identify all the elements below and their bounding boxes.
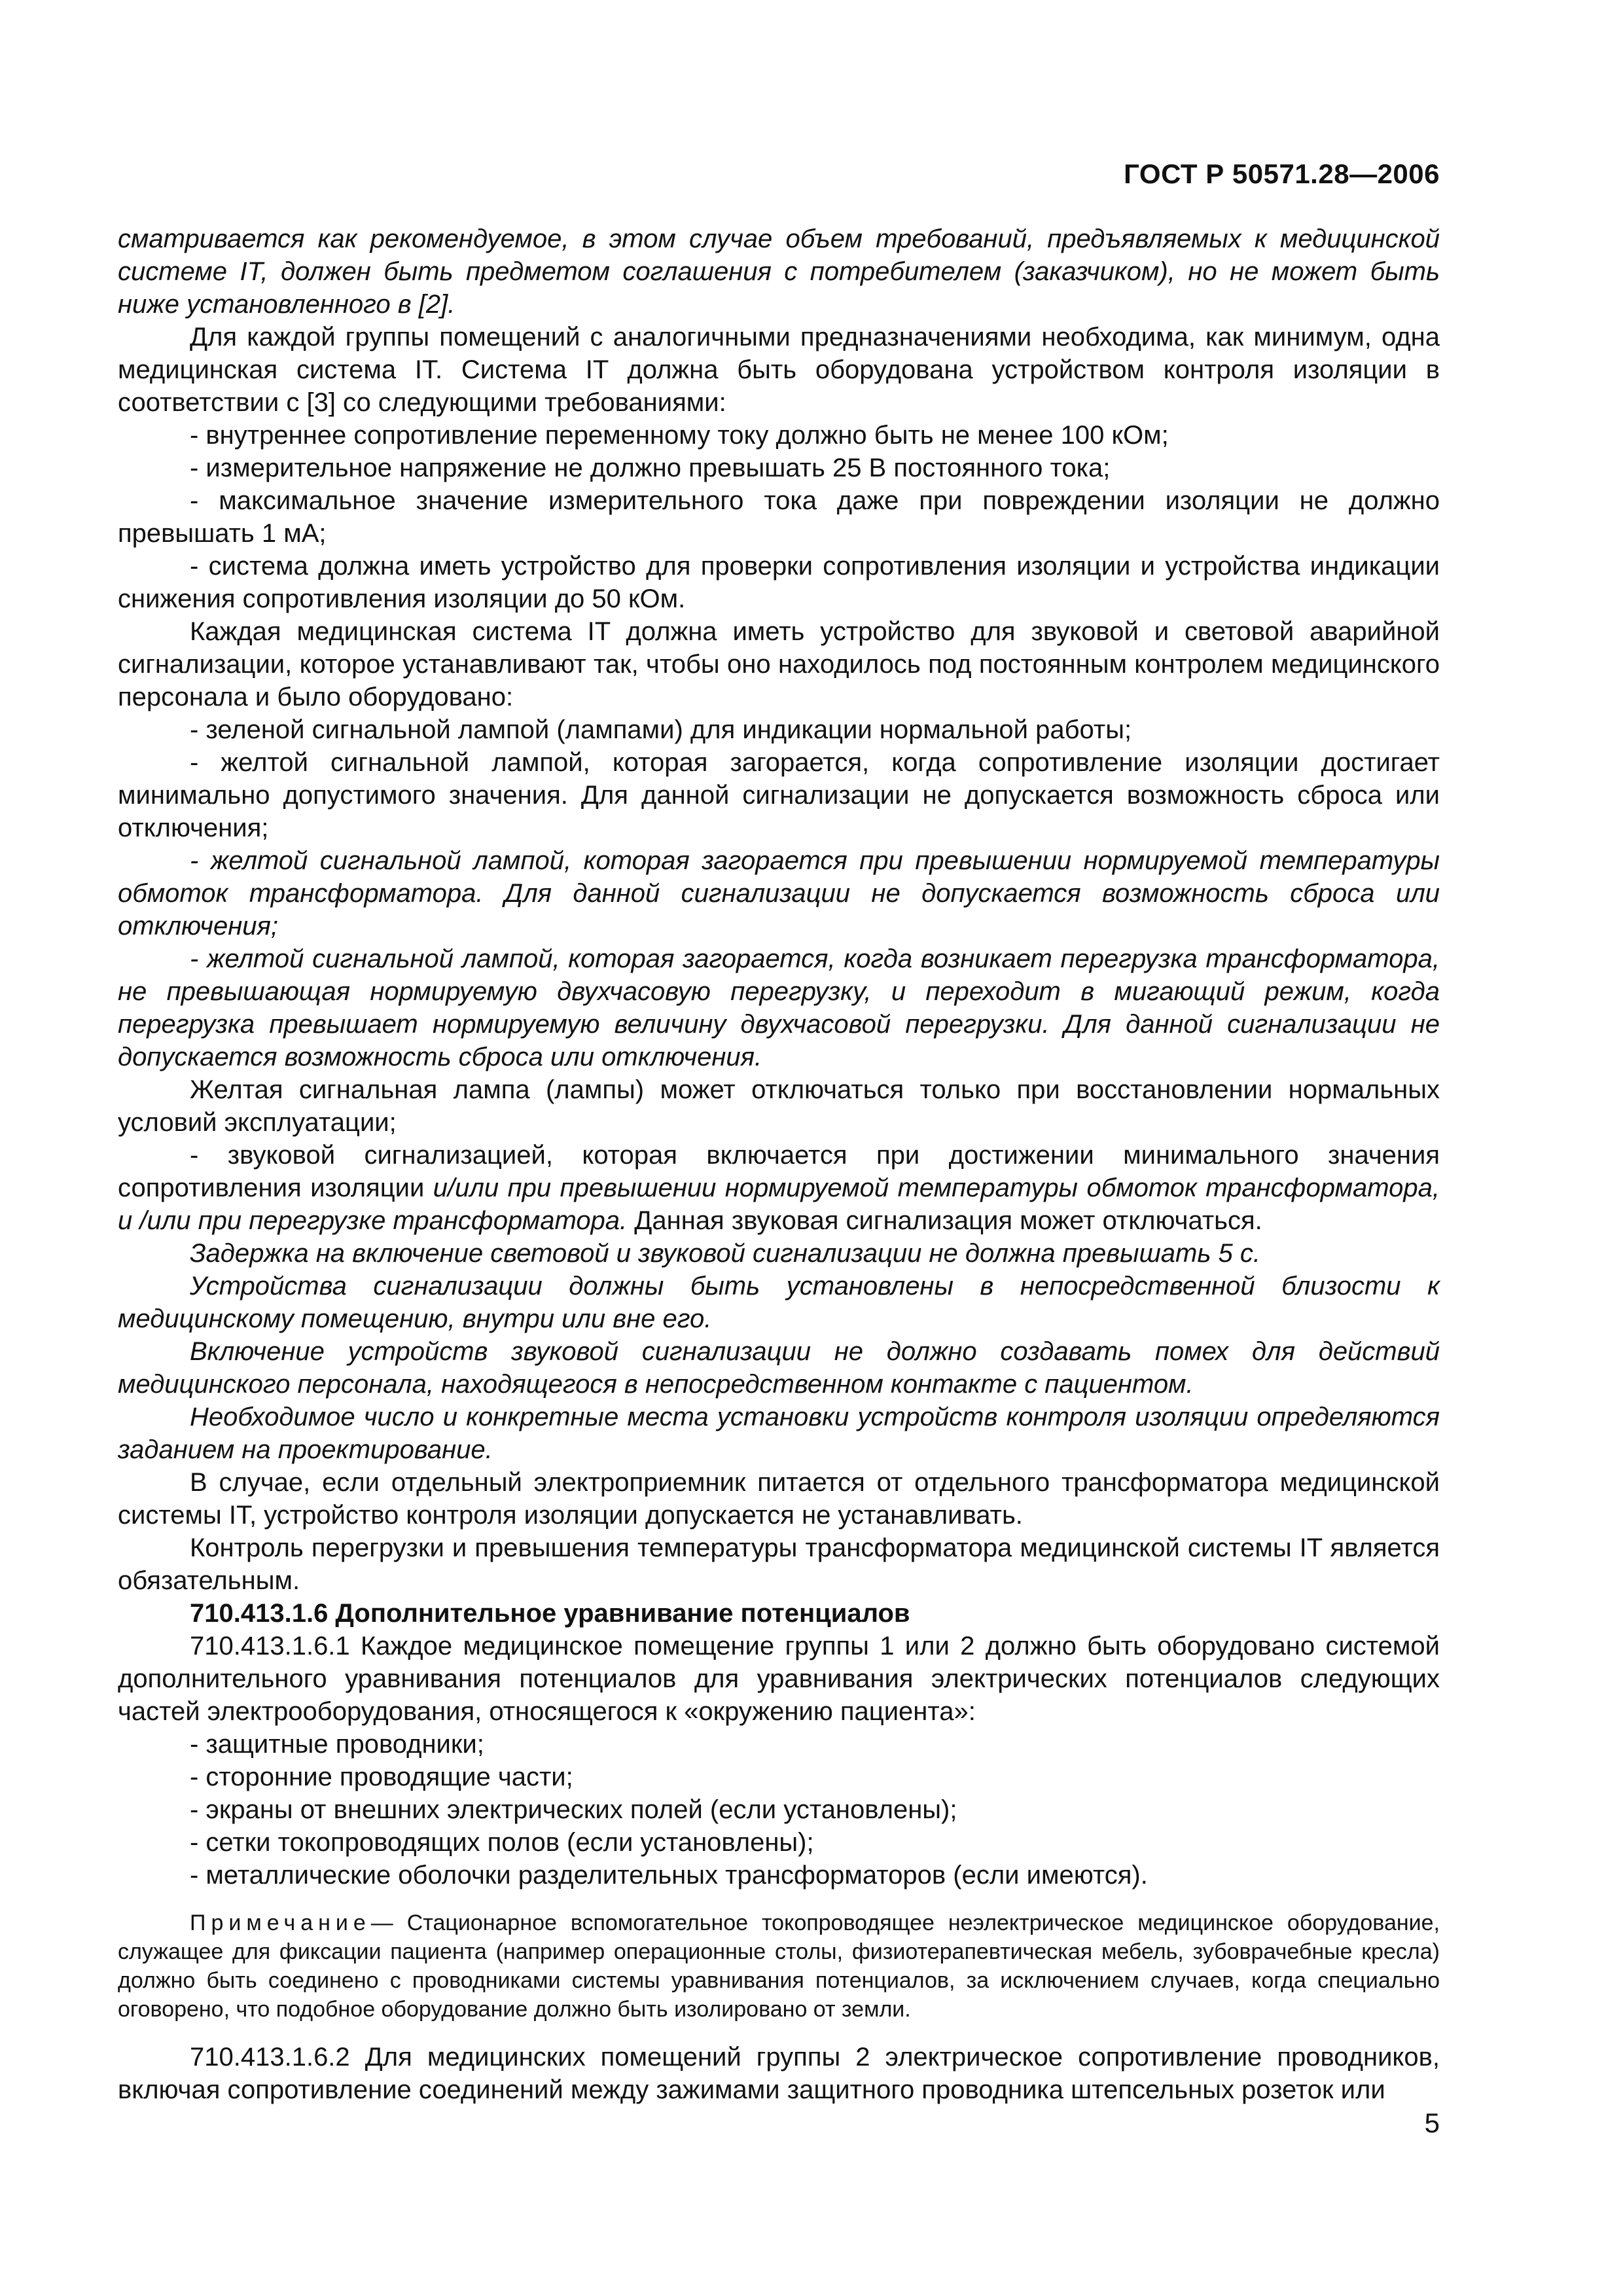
list-item: - внутреннее сопротивление переменному току должно быть не менее 100 кОм; (190, 421, 1169, 450)
paragraph: сматривается как рекомендуемое, в этом случае объем требований, предъявляемых к медицинской системе IT, должен быть предметом соглашения с потребителем (заказчиком), но не может быть ниже установленного в [2]. (118, 224, 1440, 319)
text-run: Данная звуковая сигнализация может отключаться. (634, 1206, 1262, 1235)
list-item: - измерительное напряжение не должно превышать 25 В постоянного тока; (190, 454, 1111, 482)
list-item: - металлические оболочки разделительных трансформаторов (если имеются). (190, 1861, 1148, 1890)
paragraph: Включение устройств звуковой сигнализации не должно создавать помех для действий медицинского персонала, находящегося в непосредственном контакте с пациентом. (118, 1337, 1440, 1399)
paragraph: В случае, если отдельный электроприемник питается от отдельного трансформатора медицинской системы IT, устройство контроля изоляции допускается не устанавливать. (118, 1468, 1440, 1530)
page-number: 5 (1424, 2108, 1440, 2138)
document-code: ГОСТ Р 50571.28—2006 (1124, 158, 1440, 189)
list-item: - сетки токопроводящих полов (если установлены); (190, 1828, 814, 1857)
paragraph: Для каждой группы помещений с аналогичными предназначениями необходима, как минимум, одна медицинская система IT. Система IT должна быть оборудована устройством контроля изоляции в соответствии с [3] со следующими требованиями: (118, 323, 1440, 417)
paragraph: 710.413.1.6.1 Каждое медицинское помещение группы 1 или 2 должно быть оборудовано системой дополнительного уравнивания потенциалов для уравнивания электрических потенциалов следующих частей электрооборудования, относящегося к «окружению пациента»: (118, 1632, 1440, 1726)
paragraph: Необходимое число и конкретные места установки устройств контроля изоляции определяются заданием на проектирование. (118, 1403, 1440, 1464)
paragraph: Желтая сигнальная лампа (лампы) может отключаться только при восстановлении нормальных условий эксплуатации; (118, 1075, 1440, 1137)
list-item: - зеленой сигнальной лампой (лампами) для индикации нормальной работы; (190, 715, 1132, 744)
list-item: - система должна иметь устройство для проверки сопротивления изоляции и устройства индикации снижения сопротивления изоляции до 50 кОм. (118, 552, 1440, 613)
text-run: и/или при превышении нормируемой температуры обмоток трансформатора, и /или при перегрузке трансформатора. (118, 1174, 1440, 1235)
list-item: - желтой сигнальной лампой, которая загорается при превышении нормируемой температуры обмоток трансформатора. Для данной сигнализации не допускается возможность сброса или отключения; (118, 846, 1440, 941)
note-label: Примечание (190, 1910, 371, 1935)
paragraph: Каждая медицинская система IT должна иметь устройство для звуковой и световой аварийной сигнализации, которое устанавливают так, чтобы оно находилось под постоянным контролем медицинского персонала и было оборудовано: (118, 617, 1440, 711)
list-item: - желтой сигнальной лампой, которая загорается, когда сопротивление изоляции достигает минимально допустимого значения. Для данной сигнализации не допускается возможность сброса или отключения; (118, 748, 1440, 842)
paragraph: Контроль перегрузки и превышения температуры трансформатора медицинской системы IT является обязательным. (118, 1534, 1440, 1595)
list-item: - сторонние проводящие части; (190, 1763, 573, 1791)
list-item: - защитные проводники; (190, 1730, 484, 1759)
list-item (118, 1139, 1440, 1237)
paragraph: 710.413.1.6.2 Для медицинских помещений группы 2 электрическое сопротивление проводников, включая сопротивление соединений между зажимами защитного проводника штепсельных розеток или (118, 2043, 1440, 2104)
list-item: - максимальное значение измерительного тока даже при повреждении изоляции не должно превышать 1 мА; (118, 486, 1440, 548)
paragraph: Устройства сигнализации должны быть установлены в непосредственной близости к медицинскому помещению, внутри или вне его. (118, 1272, 1440, 1333)
section-heading: 710.413.1.6 Дополнительное уравнивание потенциалов (190, 1599, 910, 1628)
note-text: — Стационарное вспомогательное токопроводящее неэлектрическое медицинское оборудование, служащее для фиксации пациента (например операционные столы, физиотерапевтическая мебель, зубоврачебные кресла) должно быть соединено с проводниками системы уравнивания потенциалов, за исключением случаев, когда специально оговорено, что подобное оборудование должно быть изолировано от земли. (118, 1910, 1440, 2022)
note (118, 1909, 1440, 2024)
list-item: - желтой сигнальной лампой, которая загорается, когда возникает перегрузка трансформатора, не превышающая нормируемую двухчасовую перегрузку, и переходит в мигающий режим, когда перегрузка превышает нормируемую величину двухчасовой перегрузки. Для данной сигнализации не допускается возможность сброса или отключения. (118, 944, 1440, 1071)
list-item: - экраны от внешних электрических полей (если установлены); (190, 1795, 957, 1824)
text-run: - звуковой сигнализацией, которая включается при достижении минимального значения сопротивления изоляции (118, 1141, 1440, 1202)
paragraph: Задержка на включение световой и звуковой сигнализации не должна превышать 5 с. (190, 1239, 1260, 1268)
page-body (118, 223, 1440, 2106)
